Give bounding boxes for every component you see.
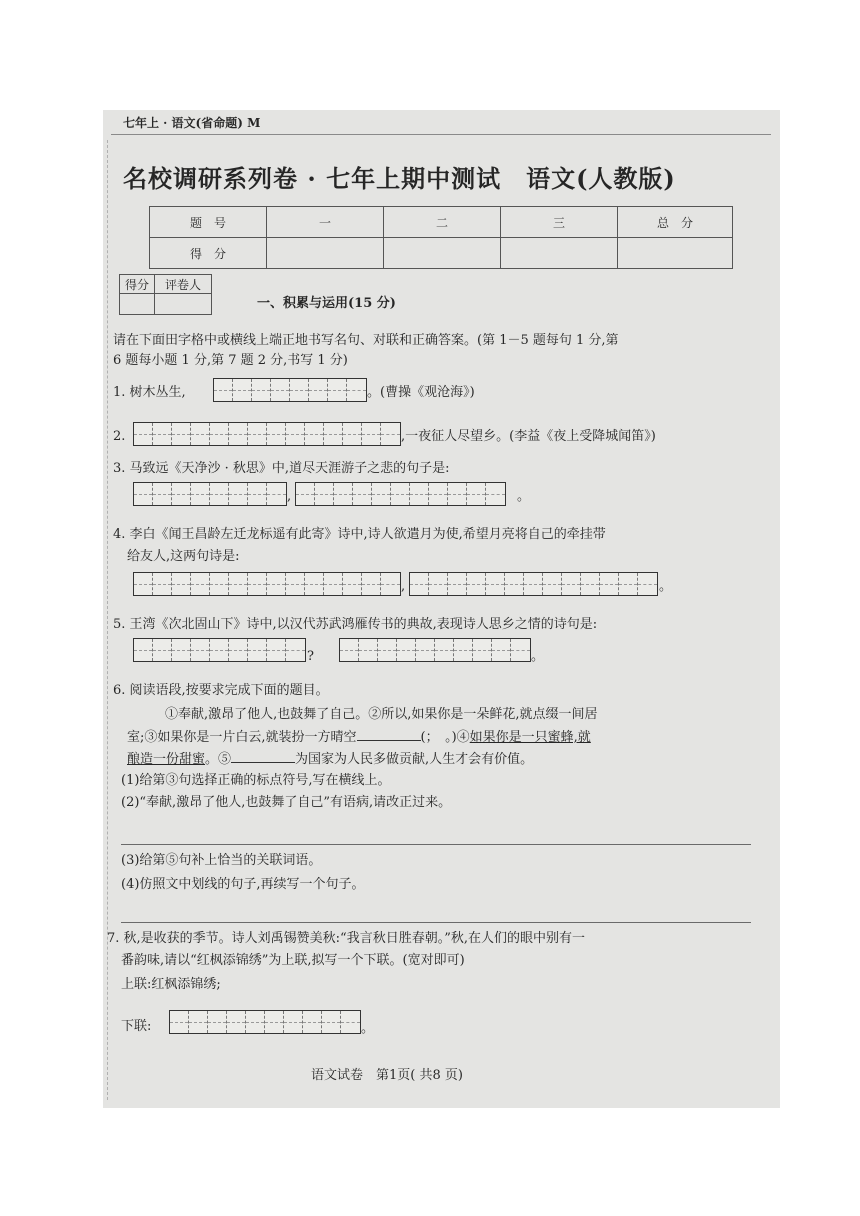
q4-line-1: 4. 李白《闻王昌龄左迁龙标遥有此寄》诗中,诗人欲遣月为使,希望月亮将自己的牵挂带 [113, 527, 606, 542]
score-cell-total [618, 238, 733, 269]
q6-answer-line-2[interactable] [121, 844, 751, 845]
score-header-3: 三 [501, 207, 618, 238]
q6-passage-2a: 室;③如果你是一片白云,就装扮一方晴空 [127, 730, 357, 745]
score-table [149, 206, 733, 269]
q3-separator: , [287, 489, 292, 504]
q6-sub-4: (4)仿照文中划线的句子,再续写一个句子。 [121, 877, 365, 892]
exam-title: 名校调研系列卷 · 七年上期中测试 语文(人教版) [123, 164, 676, 193]
instructions-line-2: 6 题每小题 1 分,第 7 题 2 分,书写 1 分) [113, 353, 348, 368]
q7-writing-grid[interactable] [169, 1010, 361, 1034]
q3-end: 。 [517, 489, 531, 504]
q6-blank-conjunction[interactable] [231, 750, 295, 763]
q7-lower-label: 下联: [121, 1019, 152, 1034]
q6-intro: 6. 阅读语段,按要求完成下面的题目。 [113, 683, 329, 698]
grader-name-cell [155, 294, 212, 315]
q5-text: 5. 王湾《次北固山下》诗中,以汉代苏武鸿雁传书的典故,表现诗人思乡之情的诗句是: [113, 617, 598, 632]
score-cell-2 [384, 238, 501, 269]
q4-writing-grid-2[interactable] [409, 572, 658, 596]
q6-sub-3: (3)给第⑤句补上恰当的关联词语。 [121, 853, 322, 868]
q6-passage-line-2 [127, 728, 591, 747]
q6-sub-2: (2)“奉献,激昂了他人,也鼓舞了自己”有语病,请改正过来。 [121, 795, 452, 810]
q6-underlined-sentence: 如果你是一只蜜蜂,就 [469, 730, 591, 745]
q7-line-2: 番韵味,请以“红枫添锦绣”为上联,拟写一个下联。(宽对即可) [121, 953, 465, 968]
q6-passage-line-3 [127, 750, 533, 769]
q6-sub-1: (1)给第③句选择正确的标点符号,写在横线上。 [121, 773, 391, 788]
header-rule [111, 134, 771, 135]
q5-writing-grid-2[interactable] [339, 638, 531, 662]
q7-upper-couplet: 上联:红枫添锦绣; [121, 977, 221, 992]
q3-writing-grid-1[interactable] [133, 482, 287, 506]
q6-passage-2b: (； 。)④ [420, 730, 470, 745]
score-header-2: 二 [384, 207, 501, 238]
running-head: 七年上 · 语文(省命题) M [123, 116, 261, 130]
grader-table [119, 274, 212, 315]
q1-suffix: 。(曹操《观沧海》) [367, 385, 475, 400]
page-footer: 语文试卷 第1页( 共8 页) [311, 1068, 463, 1083]
grader-score-label: 得分 [120, 275, 155, 294]
q3-text: 3. 马致远《天净沙 · 秋思》中,道尽天涯游子之悲的句子是: [113, 461, 450, 476]
q6-passage-3c: 为国家为人民多做贡献,人生才会有价值。 [295, 752, 534, 767]
q4-line-2: 给友人,这两句诗是: [127, 549, 240, 564]
instructions-line-1: 请在下面田字格中或横线上端正地书写名句、对联和正确答案。(第 1－5 题每句 1 分,第 [113, 333, 619, 348]
binding-line [107, 140, 108, 1100]
q5-separator: ? [307, 649, 314, 664]
q2-prefix: 2. [113, 429, 126, 444]
q4-separator: , [401, 579, 406, 594]
q6-blank-punctuation[interactable] [357, 728, 421, 741]
score-cell-1 [267, 238, 384, 269]
q1-writing-grid[interactable] [213, 378, 367, 402]
q7-end: 。 [361, 1021, 375, 1036]
score-header-total: 总 分 [618, 207, 733, 238]
q2-suffix: ,一夜征人尽望乡。(李益《夜上受降城闻笛》) [401, 429, 656, 444]
score-header-1: 一 [267, 207, 384, 238]
score-row-label: 得 分 [150, 238, 267, 269]
q7-line-1: 7. 秋,是收获的季节。诗人刘禹锡赞美秋:“我言秋日胜春朝。”秋,在人们的眼中别有一 [107, 931, 585, 946]
q6-answer-line-4[interactable] [121, 922, 751, 923]
q6-underlined-sentence-end: 酿造一份甜蜜 [127, 752, 206, 767]
score-header-label: 题 号 [150, 207, 267, 238]
q6-passage-line-1: ①奉献,激昂了他人,也鼓舞了自己。②所以,如果你是一朵鲜花,就点缀一间居 [165, 707, 598, 722]
q3-writing-grid-2[interactable] [295, 482, 506, 506]
q5-writing-grid-1[interactable] [133, 638, 306, 662]
q2-writing-grid[interactable] [133, 422, 401, 446]
q6-passage-3b: 。⑤ [205, 752, 232, 767]
grader-name-label: 评卷人 [155, 275, 212, 294]
q4-end: 。 [659, 579, 673, 594]
exam-page [103, 110, 780, 1108]
section-heading: 一、积累与运用(15 分) [257, 296, 396, 311]
q4-writing-grid-1[interactable] [133, 572, 401, 596]
q5-end: 。 [531, 649, 545, 664]
score-cell-3 [501, 238, 618, 269]
q1-prefix: 1. 树木丛生, [113, 385, 186, 400]
grader-score-cell [120, 294, 155, 315]
